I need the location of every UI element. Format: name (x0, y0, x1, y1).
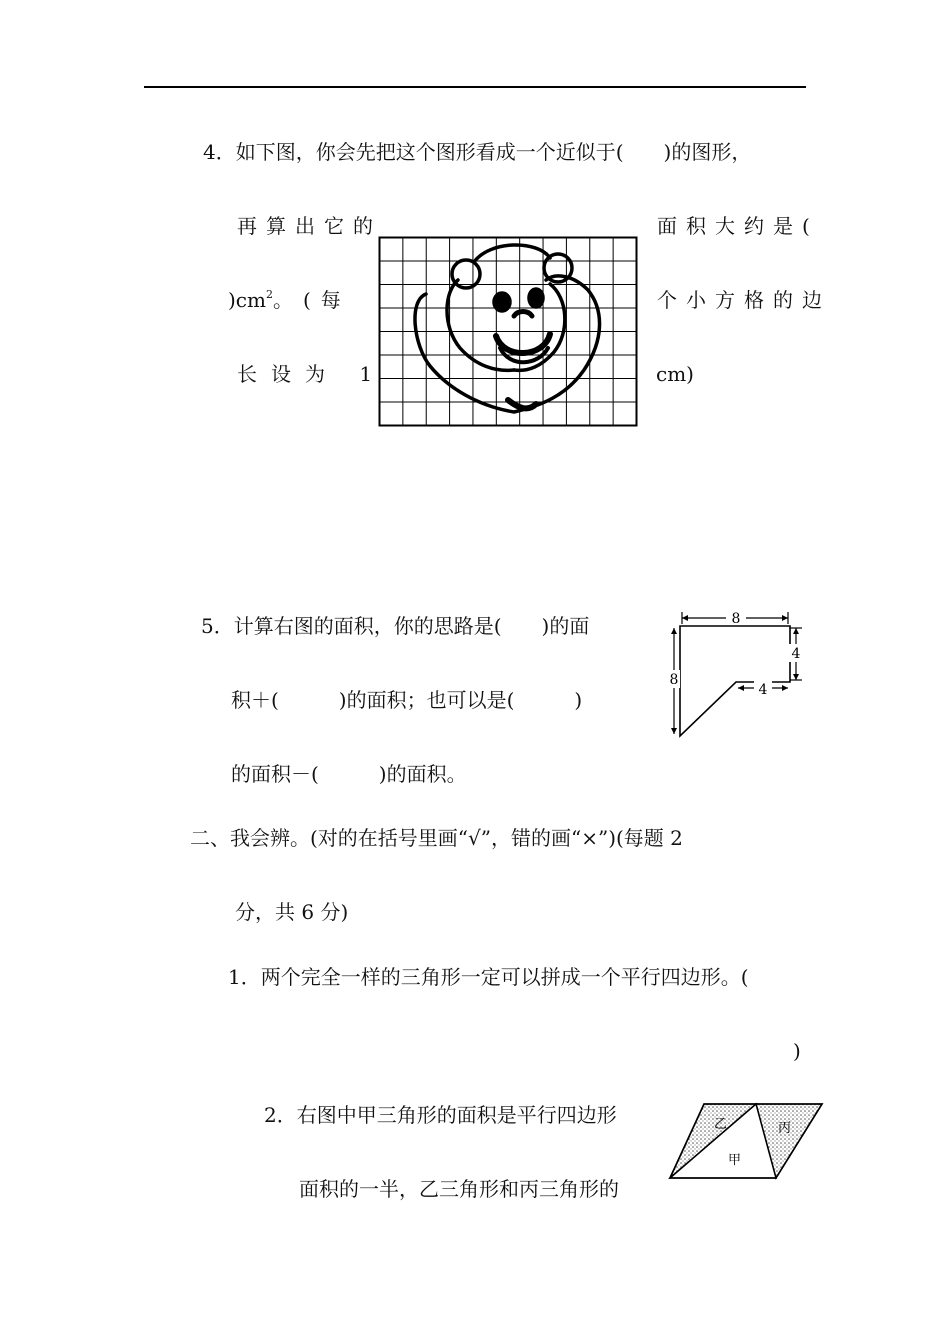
q4-line4-right: cm) (656, 362, 694, 386)
shape-outline (680, 626, 790, 736)
q4-unit: )cm (228, 288, 266, 312)
lion-drawing (415, 245, 600, 412)
lion-eye-right (529, 289, 543, 307)
section2-line2: 分，共 6 分) (235, 900, 349, 924)
dim-top-label: 8 (731, 611, 741, 627)
q5-line3: 的面积－( )的面积。 (231, 762, 467, 786)
lion-tail (508, 400, 536, 408)
q4-line4-left: 长设为 1 (237, 362, 387, 386)
q4-unit-sup: 2 (265, 288, 273, 301)
q4-line2-left: 再算出它的 (237, 214, 382, 238)
section2-line1: 二、我会辨。(对的在括号里画“√”，错的画“×”)(每题 2 (190, 826, 683, 850)
q4-line3-right: 个小方格的边 (657, 288, 831, 312)
lion-nose (514, 312, 532, 317)
lion-eye-left (494, 293, 510, 311)
lion-muzzle (496, 334, 550, 353)
dim-left-label: 8 (669, 672, 679, 688)
composite-shape-figure (668, 608, 810, 740)
dim-inner-label: 4 (758, 682, 768, 698)
judge2-line2: 面积的一半，乙三角形和丙三角形的 (299, 1177, 619, 1201)
label-jia: 甲 (728, 1153, 742, 1168)
q5-line2: 积＋( )的面积；也可以是( ) (231, 688, 583, 712)
judge2-line1: 2．右图中甲三角形的面积是平行四边形 (264, 1103, 617, 1127)
lion-grid-figure (378, 236, 640, 428)
judge1-line2: ) (793, 1039, 801, 1063)
top-rule (144, 86, 806, 88)
parallelogram-figure (664, 1098, 830, 1184)
q5-line1: 5．计算右图的面积，你的思路是( )的面 (201, 614, 590, 638)
dim-right-label: 4 (791, 646, 801, 662)
q4-line3-left (228, 288, 351, 312)
label-yi: 乙 (714, 1117, 728, 1132)
q4-line2-right: 面积大约是( (657, 214, 819, 238)
label-bing: 丙 (778, 1121, 792, 1136)
judge1-line1: 1．两个完全一样的三角形一定可以拼成一个平行四边形。( (228, 965, 749, 989)
lion-ear-left (452, 260, 480, 288)
q4-line1: 4．如下图，你会先把这个图形看成一个近似于( )的图形， (203, 140, 752, 164)
q4-note-open: 。(每 (272, 288, 351, 312)
lion-head-top (474, 245, 550, 262)
